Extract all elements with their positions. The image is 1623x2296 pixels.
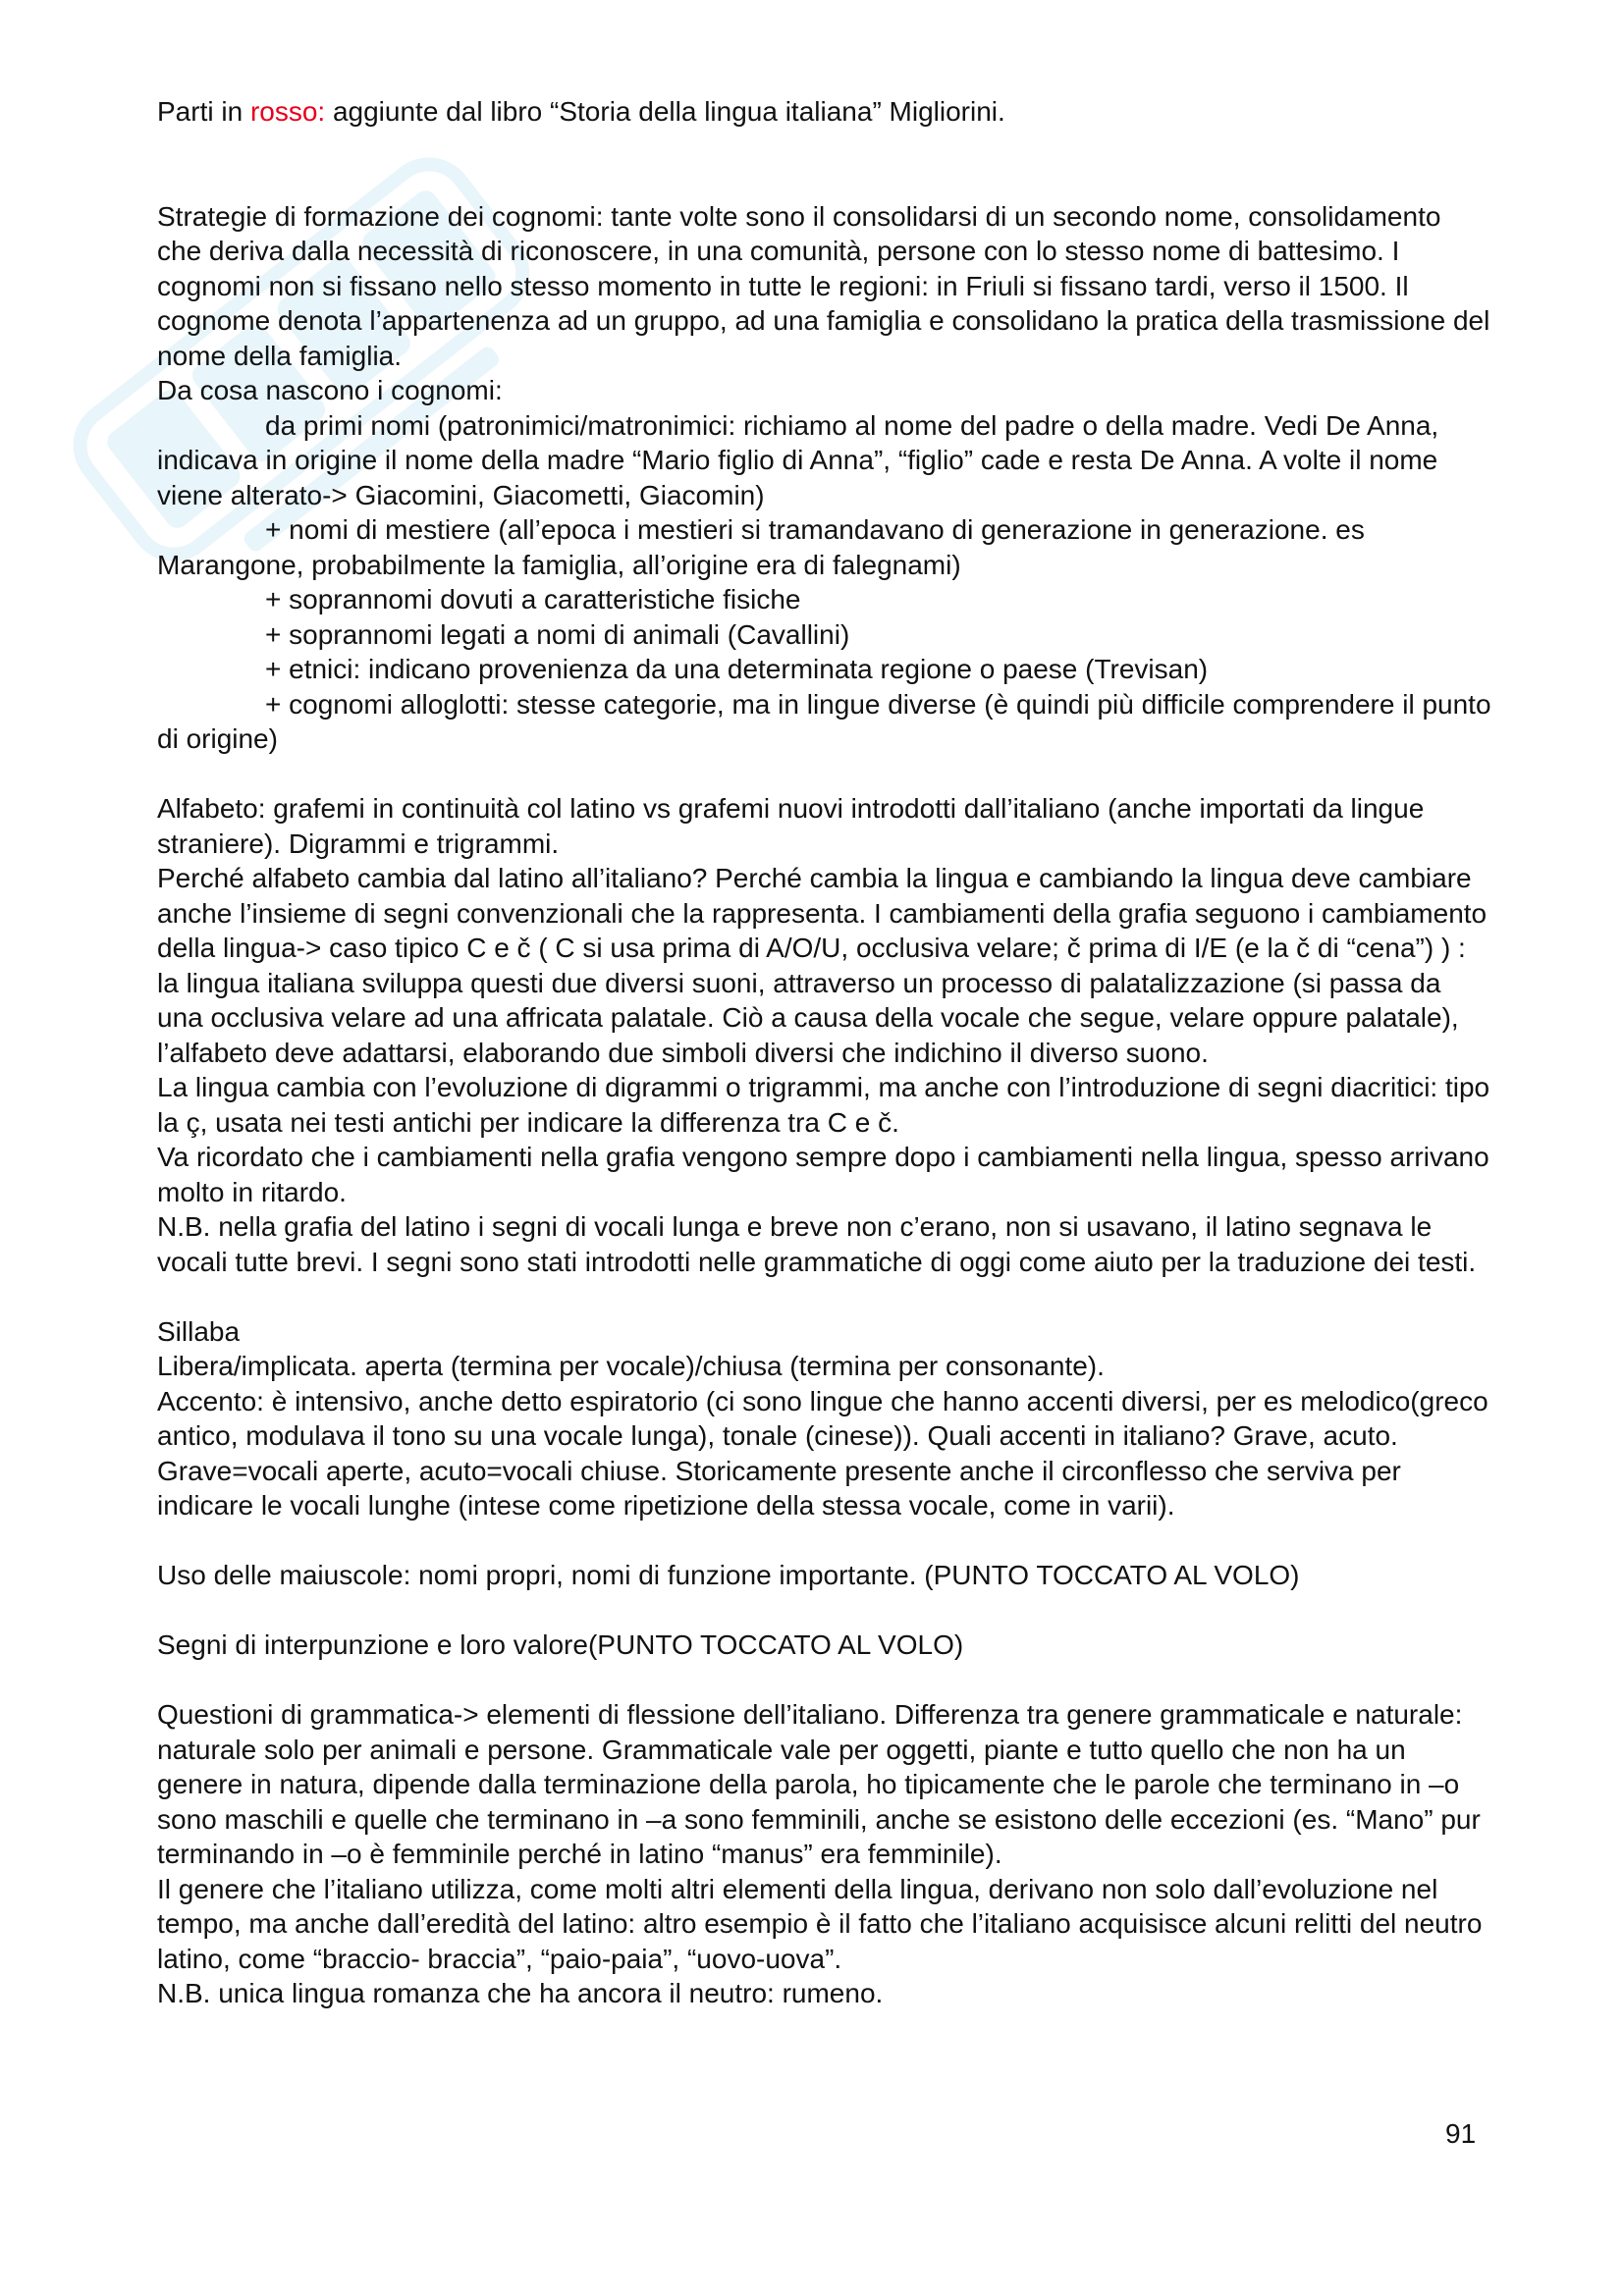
cognomi-item-1: da primi nomi (patronimici/matronimici: richiamo al nome del padre o della madre. Vedi De Anna, indicava in origine il nome della madre “Mario figlio di Anna”, “figlio” cade e resta De Anna. A volte il nome viene alterato-> Giacomini, Giacometti, Giacomin) <box>157 409 1439 510</box>
page-number: 91 <box>1445 2118 1477 2149</box>
cognomi-item-4: + soprannomi legati a nomi di animali (Cavallini) <box>265 618 850 650</box>
maiuscole-paragraph: Uso delle maiuscole: nomi propri, nomi di funzione importante. (PUNTO TOCCATO AL VOLO) <box>157 1560 1300 1590</box>
sillaba-paragraph-1: Libera/implicata. aperta (termina per vocale)/chiusa (termina per consonante). <box>157 1351 1105 1381</box>
sillaba-paragraph-2: Accento: è intensivo, anche detto espiratorio (ci sono lingue che hanno accenti diversi, per es melodico(greco antico, modulava il tono su una vocale lunga), tonale (cinese)). Quali accenti in italiano? Grave, acuto. Grave=vocali aperte, acuto=vocali chiuse. Storicamente presente anche il circonflesso che serviva per indicare le vocali lunghe (intese come ripetizione della stessa vocale, come in varii). <box>157 1385 1488 1521</box>
alfabeto-paragraph-5: N.B. nella grafia del latino i segni di vocali lunga e breve non c’erano, non si usavano, il latino segnava le vocali tutte brevi. I segni sono stati introdotti nelle grammatiche di oggi come aiuto per la traduzione dei testi. <box>157 1211 1477 1277</box>
alfabeto-paragraph-1: Alfabeto: grafemi in continuità col latino vs grafemi nuovi introdotti dall’italiano (anche importati da lingue straniere). Digrammi e trigrammi. <box>157 793 1425 859</box>
header-note: Parti in rosso: aggiunte dal libro “Storia della lingua italiana” Migliorini. <box>157 96 1005 127</box>
cognomi-item-5: + etnici: indicano provenienza da una determinata regione o paese (Trevisan) <box>265 654 1209 684</box>
header-red-word: rosso <box>249 96 318 127</box>
cognomi-item-6: + cognomi alloglotti: stesse categorie, ma in lingue diverse (è quindi più difficile comprendere il punto di origine) <box>157 688 1491 754</box>
grammatica-paragraph-2: Il genere che l’italiano utilizza, come molti altri elementi della lingua, derivano non solo dall’evoluzione nel tempo, ma anche dall’eredità del latino: altro esempio è il fatto che l’italiano acquisisce alcuni relitti del neutro latino, come “braccio- braccia”, “paio-paia”, “uovo-uova”. <box>157 1873 1483 1974</box>
sillaba-title: Sillaba <box>157 1315 241 1347</box>
alfabeto-paragraph-4: Va ricordato che i cambiamenti nella grafia vengono sempre dopo i cambiamenti nella lingua, spesso arrivano molto in ritardo. <box>157 1142 1489 1207</box>
cognomi-item-3: + soprannomi dovuti a caratteristiche fisiche <box>265 584 801 614</box>
grammatica-paragraph-1: Questioni di grammatica-> elementi di flessione dell’italiano. Differenza tra genere grammaticale e naturale: naturale solo per animali e persone. Grammaticale vale per oggetti, piante e tutto quello che non ha un genere in natura, dipende dalla terminazione della parola, ho tipicamente che le parole che terminano in –o sono maschili e quelle che terminano in –a sono femminili, anche se esistono delle eccezioni (es. “Mano” pur terminando in –o è femminile perché in latino “manus” era femminile). <box>157 1699 1481 1869</box>
alfabeto-paragraph-2: Perché alfabeto cambia dal latino all’italiano? Perché cambia la lingua e cambiando la lingua deve cambiare anche l’insieme di segni convenzionali che la rappresenta. I cambiamenti della grafia seguono i cambiamento della lingua-> caso tipico C e č ( C si usa prima di A/O/U, occlusiva velare; č prima di I/E (e la č di “cena”) ) : la lingua italiana sviluppa questi due diversi suoni, attraverso un processo di palatalizzazione (si passa da una occlusiva velare ad una affricata palatale. Ciò a causa della vocale che segue, velare oppure palatale), l’alfabeto deve adattarsi, elaborando due simboli diversi che indichino il diverso suono. <box>157 863 1488 1068</box>
header-suffix: aggiunte dal libro “Storia della lingua italiana” Migliorini. <box>325 96 1005 127</box>
document-body <box>157 94 1492 2011</box>
grammatica-paragraph-3: N.B. unica lingua romanza che ha ancora il neutro: rumeno. <box>157 1978 884 2008</box>
cognomi-intro: Da cosa nascono i cognomi: <box>157 375 503 405</box>
header-prefix: Parti in <box>157 96 250 127</box>
cognomi-item-2: + nomi di mestiere (all’epoca i mestieri si tramandavano di generazione in generazione. es Marangone, probabilmente la famiglia, all’origine era di falegnami) <box>157 514 1365 580</box>
alfabeto-paragraph-3: La lingua cambia con l’evoluzione di digrammi o trigrammi, ma anche con l’introduzione di segni diacritici: tipo la ç, usata nei testi antichi per indicare la differenza tra C e č. <box>157 1072 1490 1138</box>
cognomi-paragraph: Strategie di formazione dei cognomi: tante volte sono il consolidarsi di un secondo nome, consolidamento che deriva dalla necessità di riconoscere, in una comunità, persone con lo stesso nome di battesimo. I cognomi non si fissano nello stesso momento in tutte le regioni: in Friuli si fissano tardi, verso il 1500. Il cognome denota l’appartenenza ad un gruppo, ad una famiglia e consolidano la pratica della trasmissione del nome della famiglia. <box>157 200 1490 371</box>
interpunzione-paragraph: Segni di interpunzione e loro valore(PUNTO TOCCATO AL VOLO) <box>157 1629 964 1660</box>
